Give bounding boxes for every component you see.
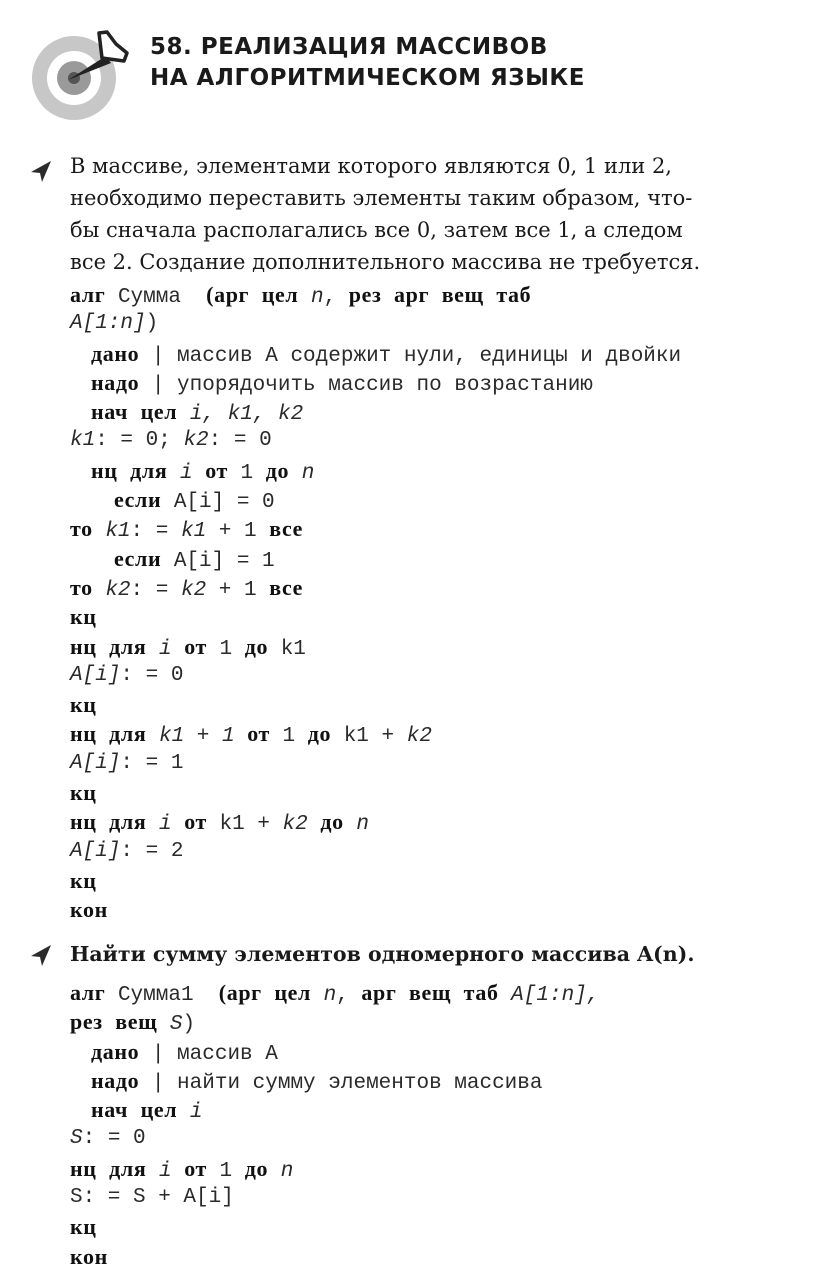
- code-line: нц для k1 + 1 от 1 до k1 + k2: [70, 721, 432, 749]
- code-line: кц: [70, 867, 97, 893]
- section-heading: [150, 32, 585, 94]
- task-1-line: необходимо переставить элементы таким образом, что-: [70, 186, 693, 210]
- arrow-bullet-icon: [30, 944, 52, 966]
- code-line: кон: [70, 897, 108, 923]
- task-1-statement: [70, 150, 785, 278]
- code-line: нач цел i: [91, 1097, 203, 1125]
- code-line: то k1: = k1 + 1 все: [70, 516, 303, 544]
- task-1-line: В массиве, элементами которого являются 0, 1 или 2,: [70, 154, 672, 178]
- target-dart-icon: [28, 26, 148, 126]
- code-line: то k2: = k2 + 1 все: [70, 574, 303, 602]
- code-line: нц для i от 1 до n: [91, 457, 315, 485]
- code-line: алг Сумма (арг цел n, рез арг вещ таб: [70, 282, 532, 309]
- section-number: 58.: [150, 34, 193, 60]
- algorithm-2-code: [70, 978, 599, 1271]
- code-line: нц для i от k1 + k2 до n: [70, 809, 369, 837]
- code-line: A[i]: = 1: [70, 751, 184, 775]
- code-line: если A[i] = 0: [114, 487, 275, 515]
- code-line: дано | массив A: [91, 1038, 278, 1066]
- arrow-bullet-icon: [30, 160, 52, 182]
- code-line: нц для i от 1 до n: [70, 1155, 294, 1183]
- code-line: если A[i] = 1: [114, 545, 275, 573]
- code-line: алг Сумма1 (арг цел n, арг вещ таб A[1:n],: [70, 980, 600, 1007]
- code-line: A[i]: = 0: [70, 663, 184, 687]
- code-line: A[1:n]): [70, 312, 159, 336]
- task-1-line: бы сначала располагались все 0, затем все 1, а следом: [70, 218, 683, 242]
- code-line: дано | массив A содержит нули, единицы и двойки: [91, 340, 682, 368]
- task-1-line: все 2. Создание дополнительного массива не требуется.: [70, 250, 701, 274]
- code-line: S: = 0: [70, 1127, 146, 1151]
- section-title-line-2: НА АЛГОРИТМИЧЕСКОМ ЯЗЫКЕ: [150, 65, 585, 91]
- code-line: кц: [70, 780, 97, 806]
- code-line: кц: [70, 692, 97, 718]
- code-line: надо | найти сумму элементов массива: [91, 1067, 543, 1095]
- code-line: S: = S + A[i]: [70, 1186, 234, 1210]
- algorithm-1-code: [70, 280, 681, 925]
- code-line: нц для i от 1 до k1: [70, 633, 306, 661]
- code-line: надо | упорядочить массив по возрастанию: [91, 369, 593, 397]
- code-line: рез вещ S): [70, 1009, 196, 1037]
- heading-line-1: [150, 32, 585, 63]
- code-line: кц: [70, 604, 97, 630]
- code-line: k1: = 0; k2: = 0: [70, 429, 272, 453]
- task-2-statement: Найти сумму элементов одномерного массива A(n).: [70, 942, 695, 966]
- code-line: кц: [70, 1214, 97, 1240]
- code-line: A[i]: = 2: [70, 839, 184, 863]
- section-title-line-1: РЕАЛИЗАЦИЯ МАССИВОВ: [200, 34, 548, 60]
- code-line: нач цел i, k1, k2: [91, 399, 304, 427]
- code-line: кон: [70, 1243, 108, 1269]
